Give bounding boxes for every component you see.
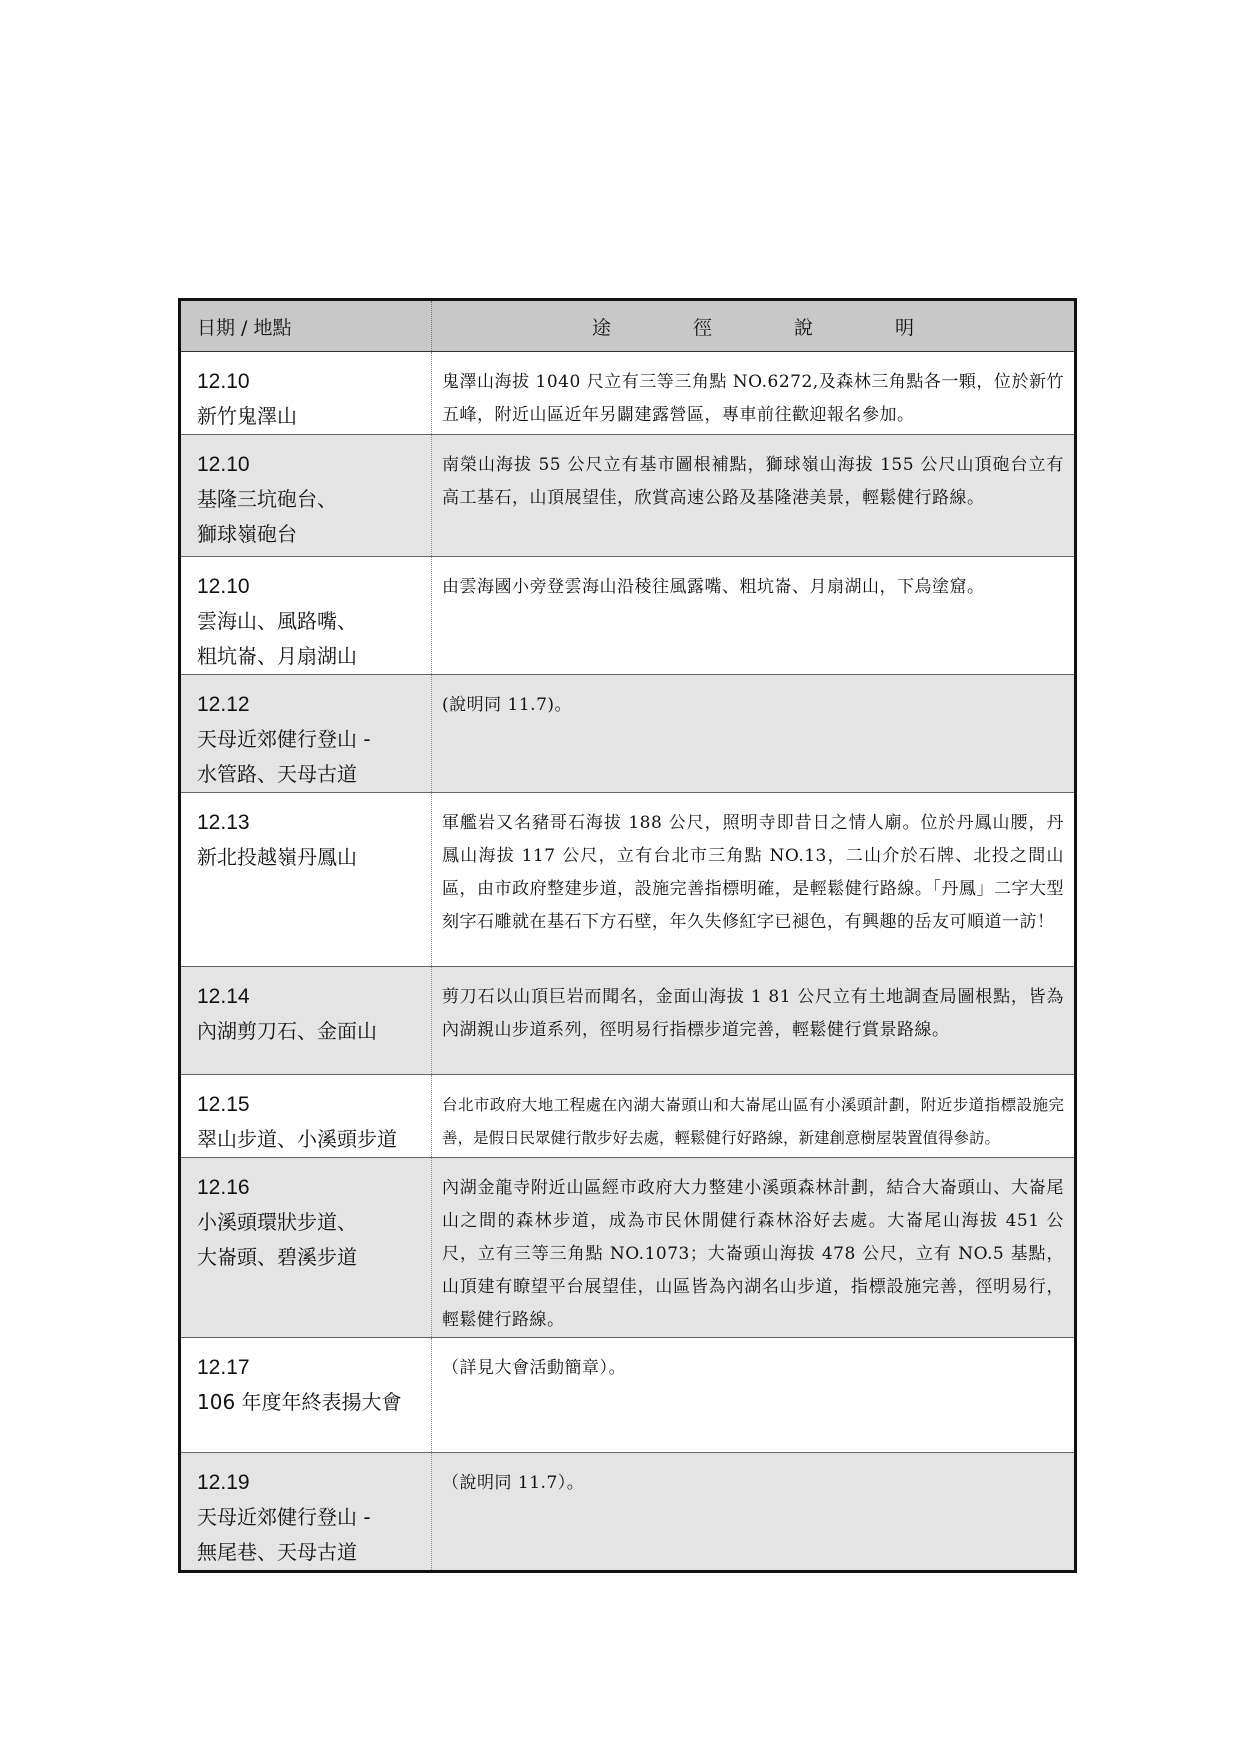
row-description: 南榮山海拔 55 公尺立有基市圖根補點，獅球嶺山海拔 155 公尺山頂砲台立有高工基石，山頂展望佳，欣賞高速公路及基隆港美景，輕鬆健行路線。 xyxy=(432,435,1076,557)
row-description: （說明同 11.7）。 xyxy=(432,1453,1076,1572)
row-place: 無尾巷、天母古道 xyxy=(197,1540,357,1564)
table-row xyxy=(180,1453,1076,1572)
header-date-place: 日期 / 地點 xyxy=(180,300,432,352)
row-place: 106 年度年終表揚大會 xyxy=(197,1390,402,1414)
table-row xyxy=(180,793,1076,967)
row-description: 鬼澤山海拔 1040 尺立有三等三角點 NO.6272,及森林三角點各一顆，位於新竹五峰，附近山區近年另闢建露營區，專車前往歡迎報名參加。 xyxy=(432,352,1076,435)
row-date: 12.10 xyxy=(197,575,250,598)
row-description: （詳見大會活動簡章）。 xyxy=(432,1338,1076,1453)
table-row xyxy=(180,352,1076,435)
row-date: 12.10 xyxy=(197,453,250,476)
header-route: 途 徑 說 明 xyxy=(432,300,1076,352)
table-row xyxy=(180,675,1076,793)
row-place: 大崙頭、碧溪步道 xyxy=(197,1245,357,1269)
row-place: 水管路、天母古道 xyxy=(197,762,357,786)
hiking-schedule-table xyxy=(178,298,1077,1573)
row-place: 內湖剪刀石、金面山 xyxy=(197,1019,377,1043)
row-description: (說明同 11.7)。 xyxy=(432,675,1076,793)
row-date: 12.14 xyxy=(197,985,250,1008)
table-row xyxy=(180,967,1076,1075)
row-date: 12.15 xyxy=(197,1093,250,1116)
row-date: 12.13 xyxy=(197,811,250,834)
row-place: 基隆三坑砲台、 xyxy=(197,487,337,511)
row-place: 獅球嶺砲台 xyxy=(197,522,297,546)
table-row xyxy=(180,1338,1076,1453)
row-place: 粗坑崙、月扇湖山 xyxy=(197,644,357,668)
row-date: 12.12 xyxy=(197,693,250,716)
row-date: 12.16 xyxy=(197,1176,250,1199)
row-place: 雲海山、風路嘴、 xyxy=(197,609,357,633)
row-description: 內湖金龍寺附近山區經市政府大力整建小溪頭森林計劃，結合大崙頭山、大崙尾山之間的森林步道，成為市民休閒健行森林浴好去處。大崙尾山海拔 451 公尺，立有三等三角點 NO.1073；大崙頭山海拔 478 公尺，立有 NO.5 基點，山頂建有瞭望平台展望佳，山區皆為內湖名山步道，指標設施完善，徑明易行，輕鬆健行路線。 xyxy=(432,1158,1076,1338)
row-description: 台北市政府大地工程處在內湖大崙頭山和大崙尾山區有小溪頭計劃，附近步道指標設施完善，是假日民眾健行散步好去處，輕鬆健行好路線，新建創意樹屋裝置值得參訪。 xyxy=(432,1075,1076,1158)
row-date: 12.17 xyxy=(197,1356,250,1379)
row-place: 新北投越嶺丹鳳山 xyxy=(197,845,357,869)
row-description: 剪刀石以山頂巨岩而聞名，金面山海拔 1 81 公尺立有土地調查局圖根點，皆為內湖親山步道系列，徑明易行指標步道完善，輕鬆健行賞景路線。 xyxy=(432,967,1076,1075)
row-place: 翠山步道、小溪頭步道 xyxy=(197,1127,397,1151)
row-place: 天母近郊健行登山 - xyxy=(197,1505,371,1529)
row-place: 天母近郊健行登山 - xyxy=(197,727,371,751)
row-place: 新竹鬼澤山 xyxy=(197,404,297,428)
table-row xyxy=(180,435,1076,557)
table-row xyxy=(180,1158,1076,1338)
table-header-row xyxy=(180,300,1076,352)
row-description: 軍艦岩又名豬哥石海拔 188 公尺，照明寺即昔日之情人廟。位於丹鳳山腰，丹鳳山海拔 117 公尺，立有台北市三角點 NO.13，二山介於石牌、北投之間山區，由市政府整建步道，設施完善指標明確，是輕鬆健行路線。「丹鳳」二字大型刻字石雕就在基石下方石壁，年久失修紅字已褪色，有興趣的岳友可順道一訪！ xyxy=(432,793,1076,967)
table-row xyxy=(180,1075,1076,1158)
row-place: 小溪頭環狀步道、 xyxy=(197,1210,357,1234)
row-description: 由雲海國小旁登雲海山沿稜往風露嘴、粗坑崙、月扇湖山，下烏塗窟。 xyxy=(432,557,1076,675)
row-date: 12.10 xyxy=(197,370,250,393)
row-date: 12.19 xyxy=(197,1471,250,1494)
table-row xyxy=(180,557,1076,675)
